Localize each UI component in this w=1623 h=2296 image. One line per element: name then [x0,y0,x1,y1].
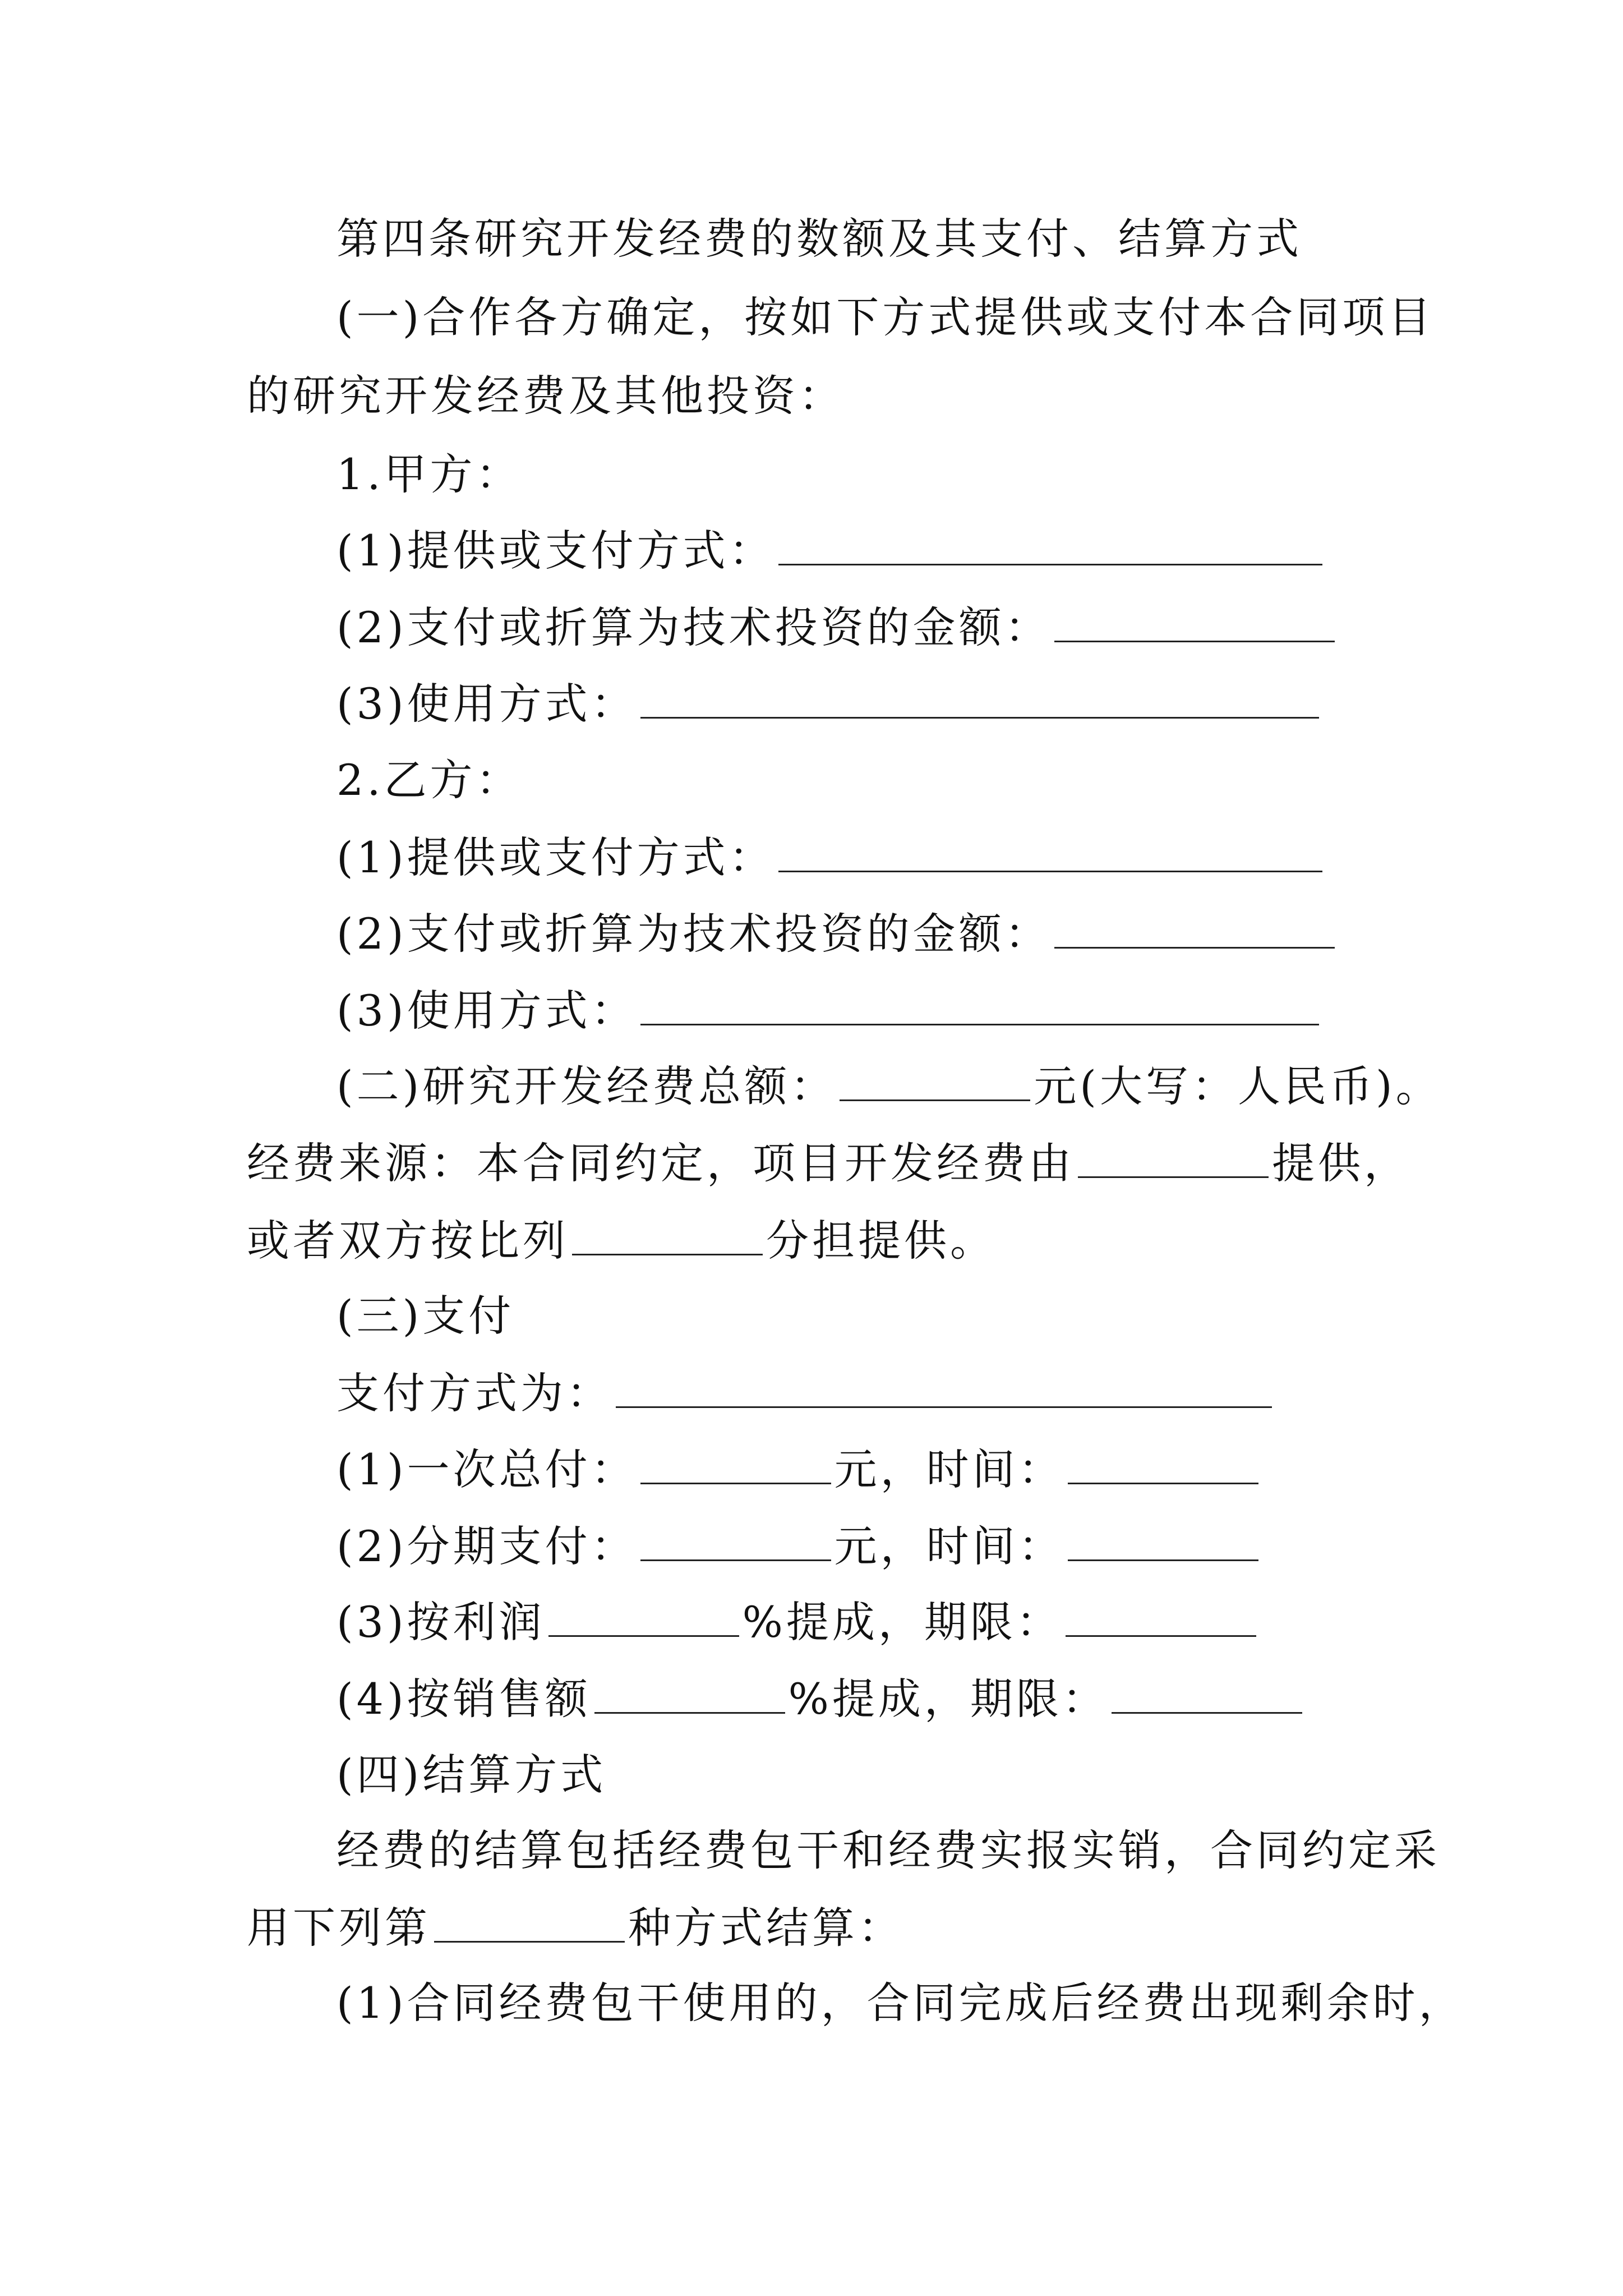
line-text: (1)合同经费包干使用的，合同完成后经费出现剩余时， [336,1978,1465,2028]
line-text: (一)合作各方确定，按如下方式提供或支付本合同项目 [336,292,1435,342]
fill-in-blank[interactable] [1068,1520,1258,1561]
line-text: 2.乙方： [336,755,522,805]
fill-in-blank[interactable] [548,1596,739,1637]
fill-in-blank[interactable] [1112,1673,1302,1714]
paragraph-line [336,1596,1260,1648]
line-text: 分担提供。 [766,1216,996,1266]
fill-in-blank[interactable] [778,524,1322,565]
line-text: 用下列第 [247,1903,431,1953]
fill-in-blank[interactable] [572,1214,763,1255]
fill-in-blank[interactable] [594,1673,785,1714]
line-text: (1)提供或支付方式： [336,832,775,882]
line-text: 1.甲方： [336,449,522,499]
line-text: (四)结算方式 [336,1750,607,1800]
line-text: (2)分期支付： [336,1521,637,1571]
fill-in-blank[interactable] [616,1367,1272,1408]
line-text: (2)支付或折算为技术投资的金额： [336,602,1051,652]
paragraph-line [336,449,522,500]
line-text: 第四条研究开发经费的数额及其支付、结算方式 [336,214,1302,264]
fill-in-blank[interactable] [1054,908,1335,949]
fill-in-blank[interactable] [1066,1596,1256,1637]
line-text: %提成，期限： [788,1674,1108,1724]
fill-in-blank[interactable] [778,831,1322,872]
fill-in-blank[interactable] [640,678,1319,719]
fill-in-blank[interactable] [1078,1137,1269,1178]
paragraph-line [336,754,522,806]
line-text: (3)使用方式： [336,679,637,729]
line-text: 元，时间： [834,1521,1064,1571]
paragraph-line [336,292,1434,343]
line-text: 支付方式为： [336,1368,612,1418]
paragraph-line [336,984,1322,1037]
fill-in-blank[interactable] [640,1520,831,1561]
paragraph-line [336,1673,1306,1725]
line-text: (3)按利润 [336,1597,545,1647]
paragraph-line [336,213,1302,265]
paragraph-line [336,678,1322,730]
line-text: 或者双方按比列 [247,1216,569,1266]
paragraph-line [336,1060,1442,1112]
paragraph-line [336,831,1326,884]
line-text: 种方式结算： [628,1903,904,1953]
paragraph-line [336,1443,1262,1496]
paragraph-line [336,1749,606,1801]
paragraph-line [247,1214,996,1267]
fill-in-blank[interactable] [640,1443,831,1484]
line-text: 的研究开发经费及其他投资： [247,371,845,421]
fill-in-blank[interactable] [840,1060,1030,1101]
paragraph-line [247,1137,1410,1189]
paragraph-line [336,524,1326,577]
line-text: (1)一次总付： [336,1444,637,1494]
paragraph-line [336,1290,514,1342]
paragraph-line [336,1367,1275,1419]
paragraph-line [247,370,845,422]
paragraph-line [336,1825,1440,1876]
paragraph-line [247,1902,904,1954]
line-text: (4)按销售额 [336,1674,591,1724]
line-text: 元，时间： [834,1444,1064,1494]
paragraph-line [336,601,1338,654]
fill-in-blank[interactable] [434,1902,625,1943]
paragraph-line [336,908,1338,960]
fill-in-blank[interactable] [1054,601,1335,642]
line-text: (三)支付 [336,1291,515,1341]
line-text: (3)使用方式： [336,986,637,1036]
line-text: 元(大写：人民币)。 [1034,1061,1442,1111]
paragraph-line [336,1520,1262,1572]
line-text: (1)提供或支付方式： [336,526,775,576]
line-text: (二)研究开发经费总额： [336,1061,837,1111]
fill-in-blank[interactable] [640,984,1319,1025]
line-text: 经费来源：本合同约定，项目开发经费由 [247,1138,1075,1188]
line-text: %提成，期限： [742,1597,1062,1647]
line-text: 经费的结算包括经费包干和经费实报实销，合同约定采 [336,1825,1440,1875]
paragraph-line [336,1977,1465,2029]
line-text: 提供， [1272,1138,1410,1188]
fill-in-blank[interactable] [1068,1443,1258,1484]
line-text: (2)支付或折算为技术投资的金额： [336,909,1051,959]
